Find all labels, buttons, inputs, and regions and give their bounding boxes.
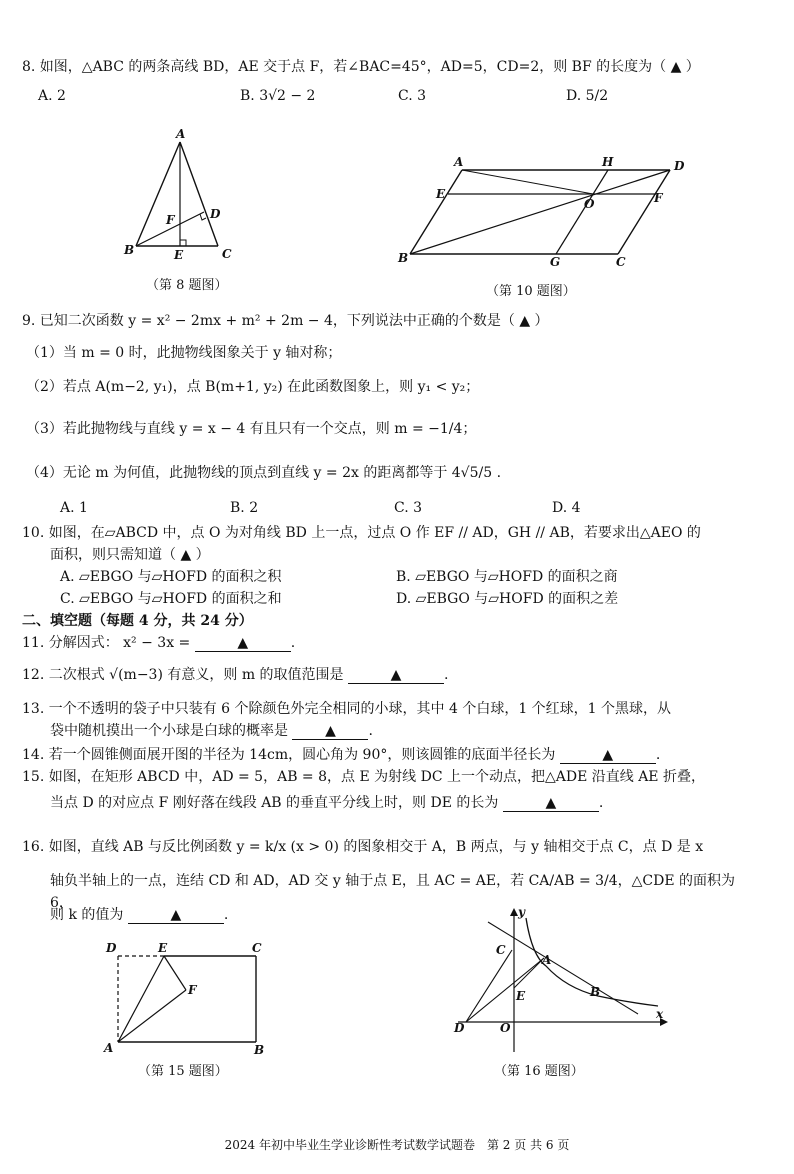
fig10-label-f: F bbox=[654, 191, 663, 205]
q9-option-d: D. 4 bbox=[552, 500, 581, 516]
question-16-line-1: 16. 如图，直线 AB 与反比例函数 y = k/x (x > 0) 的图象相交于 A，B 两点，与 y 轴相交于点 C，点 D 是 x bbox=[22, 839, 704, 855]
fig8-label-c: C bbox=[222, 247, 232, 261]
q14-answer-blank: ▲ bbox=[560, 747, 656, 764]
question-13-line-2: 袋中随机摸出一个小球是白球的概率是 ▲ . bbox=[50, 723, 373, 739]
fig10-label-g: G bbox=[550, 255, 561, 269]
figure-15-caption: （第 15 题图） bbox=[138, 1064, 228, 1079]
q9-item-4: （4）无论 m 为何值，此抛物线的顶点到直线 y = 2x 的距离都等于 4√5/5 . bbox=[26, 465, 502, 481]
fig16-label-y: y bbox=[518, 905, 525, 919]
q10-option-a: A. ▱EBGO 与▱HOFD 的面积之积 bbox=[60, 569, 282, 585]
fig10-label-o: O bbox=[584, 197, 595, 211]
fig15-label-a: A bbox=[104, 1041, 114, 1055]
question-16-line-2: 轴负半轴上的一点，连结 CD 和 AD，AD 交 y 轴于点 E，且 AC = AE，若 CA/AB = 3/4，△CDE 的面积为 6， bbox=[50, 873, 736, 911]
q10-option-c: C. ▱EBGO 与▱HOFD 的面积之和 bbox=[60, 591, 282, 607]
q9-item-3: （3）若此抛物线与直线 y = x − 4 有且只有一个交点，则 m = −1/4； bbox=[26, 421, 477, 437]
q9-item-2: （2）若点 A(m−2, y₁)，点 B(m+1, y₂) 在此函数图象上，则 y₁ < y₂； bbox=[26, 379, 480, 395]
fig8-label-b: B bbox=[124, 243, 135, 257]
q11-text: 11. 分解因式： x² − 3x = bbox=[22, 635, 191, 651]
figure-16 bbox=[448, 904, 678, 1054]
figure-16-caption: （第 16 题图） bbox=[494, 1064, 584, 1079]
figure-10 bbox=[390, 150, 710, 270]
q10-option-b: B. ▱EBGO 与▱HOFD 的面积之商 bbox=[396, 569, 618, 585]
fig16-label-a: A bbox=[542, 953, 552, 967]
fig15-label-b: B bbox=[254, 1043, 265, 1057]
q8-option-a: A. 2 bbox=[38, 88, 66, 104]
section-fill-in-title: 二、填空题（每题 4 分，共 24 分） bbox=[22, 613, 253, 629]
q15-answer-blank: ▲ bbox=[503, 795, 599, 812]
fig15-label-c: C bbox=[252, 941, 262, 955]
question-11: 11. 分解因式： x² − 3x = ▲ . bbox=[22, 635, 296, 651]
q16-answer-blank: ▲ bbox=[128, 907, 224, 924]
fig8-label-e: E bbox=[174, 248, 184, 262]
fig10-label-e: E bbox=[436, 187, 446, 201]
fig8-label-d: D bbox=[210, 207, 221, 221]
fig10-label-a: A bbox=[454, 155, 464, 169]
fig16-label-c: C bbox=[496, 943, 506, 957]
fig10-label-h: H bbox=[602, 155, 614, 169]
fig16-label-x: x bbox=[656, 1007, 664, 1021]
question-8-stem: 8. 如图，△ABC 的两条高线 BD，AE 交于点 F，若∠BAC=45°，AD=5，CD=2，则 BF 的长度为（ ▲ ） bbox=[22, 59, 700, 75]
figure-8-caption: （第 8 题图） bbox=[146, 278, 228, 293]
fig10-label-c: C bbox=[616, 255, 626, 269]
fig16-label-e: E bbox=[516, 989, 526, 1003]
q14-text: 14. 若一个圆锥侧面展开图的半径为 14cm，圆心角为 90°，则该圆锥的底面半径长为 bbox=[22, 747, 556, 763]
fig15-label-d: D bbox=[106, 941, 117, 955]
q11-answer-blank: ▲ bbox=[195, 635, 291, 652]
q13-text: 袋中随机摸出一个小球是白球的概率是 bbox=[50, 723, 288, 739]
q9-option-c: C. 3 bbox=[394, 500, 423, 516]
q9-item-1: （1）当 m = 0 时，此抛物线图象关于 y 轴对称； bbox=[26, 345, 342, 361]
q8-option-c: C. 3 bbox=[398, 88, 427, 104]
fig15-label-e: E bbox=[158, 941, 168, 955]
fig10-label-b: B bbox=[398, 251, 409, 265]
question-13-line-1: 13. 一个不透明的袋子中只装有 6 个除颜色外完全相同的小球，其中 4 个白球，1 个红球，1 个黑球，从 bbox=[22, 701, 672, 717]
question-15-line-2: 当点 D 的对应点 F 刚好落在线段 AB 的垂直平分线上时，则 DE 的长为 ▲ . bbox=[50, 795, 604, 811]
q8-option-b: B. 3√2 − 2 bbox=[240, 88, 316, 104]
question-10-stem-2: 面积，则只需知道（ ▲ ） bbox=[50, 547, 210, 563]
figure-10-caption: （第 10 题图） bbox=[486, 284, 576, 299]
q15-text: 当点 D 的对应点 F 刚好落在线段 AB 的垂直平分线上时，则 DE 的长为 bbox=[50, 795, 499, 811]
page-footer: 2024 年初中毕业生学业诊断性考试数学试题卷 第 2 页 共 6 页 bbox=[224, 1138, 570, 1152]
q12-text: 12. 二次根式 √(m−3) 有意义，则 m 的取值范围是 bbox=[22, 667, 344, 683]
q8-option-d: D. 5/2 bbox=[566, 88, 609, 104]
question-15-line-1: 15. 如图，在矩形 ABCD 中，AD = 5，AB = 8，点 E 为射线 DC 上一个动点，把△ADE 沿直线 AE 折叠， bbox=[22, 769, 705, 785]
q16-text: 则 k 的值为 bbox=[50, 907, 124, 923]
question-14: 14. 若一个圆锥侧面展开图的半径为 14cm，圆心角为 90°，则该圆锥的底面半径长为 ▲ . bbox=[22, 747, 661, 763]
fig10-label-d: D bbox=[674, 159, 685, 173]
figure-15 bbox=[96, 938, 276, 1062]
fig8-label-f: F bbox=[166, 213, 175, 227]
q12-answer-blank: ▲ bbox=[348, 667, 444, 684]
question-9-stem: 9. 已知二次函数 y = x² − 2mx + m² + 2m − 4，下列说法中正确的个数是（ ▲ ） bbox=[22, 313, 549, 329]
fig16-label-o: O bbox=[500, 1021, 511, 1035]
question-10-stem-1: 10. 如图，在▱ABCD 中，点 O 为对角线 BD 上一点，过点 O 作 EF // AD，GH // AB，若要求出△AEO 的 bbox=[22, 525, 701, 541]
fig16-label-d: D bbox=[454, 1021, 465, 1035]
fig16-label-b: B bbox=[590, 985, 601, 999]
fig15-label-f: F bbox=[188, 983, 197, 997]
question-16-line-3: 则 k 的值为 ▲ . bbox=[50, 907, 229, 923]
q9-option-b: B. 2 bbox=[230, 500, 259, 516]
fig8-label-a: A bbox=[176, 127, 186, 141]
q10-option-d: D. ▱EBGO 与▱HOFD 的面积之差 bbox=[396, 591, 619, 607]
q9-option-a: A. 1 bbox=[60, 500, 88, 516]
q13-answer-blank: ▲ bbox=[292, 723, 368, 740]
figure-8 bbox=[110, 126, 250, 266]
question-12: 12. 二次根式 √(m−3) 有意义，则 m 的取值范围是 ▲ . bbox=[22, 667, 449, 683]
